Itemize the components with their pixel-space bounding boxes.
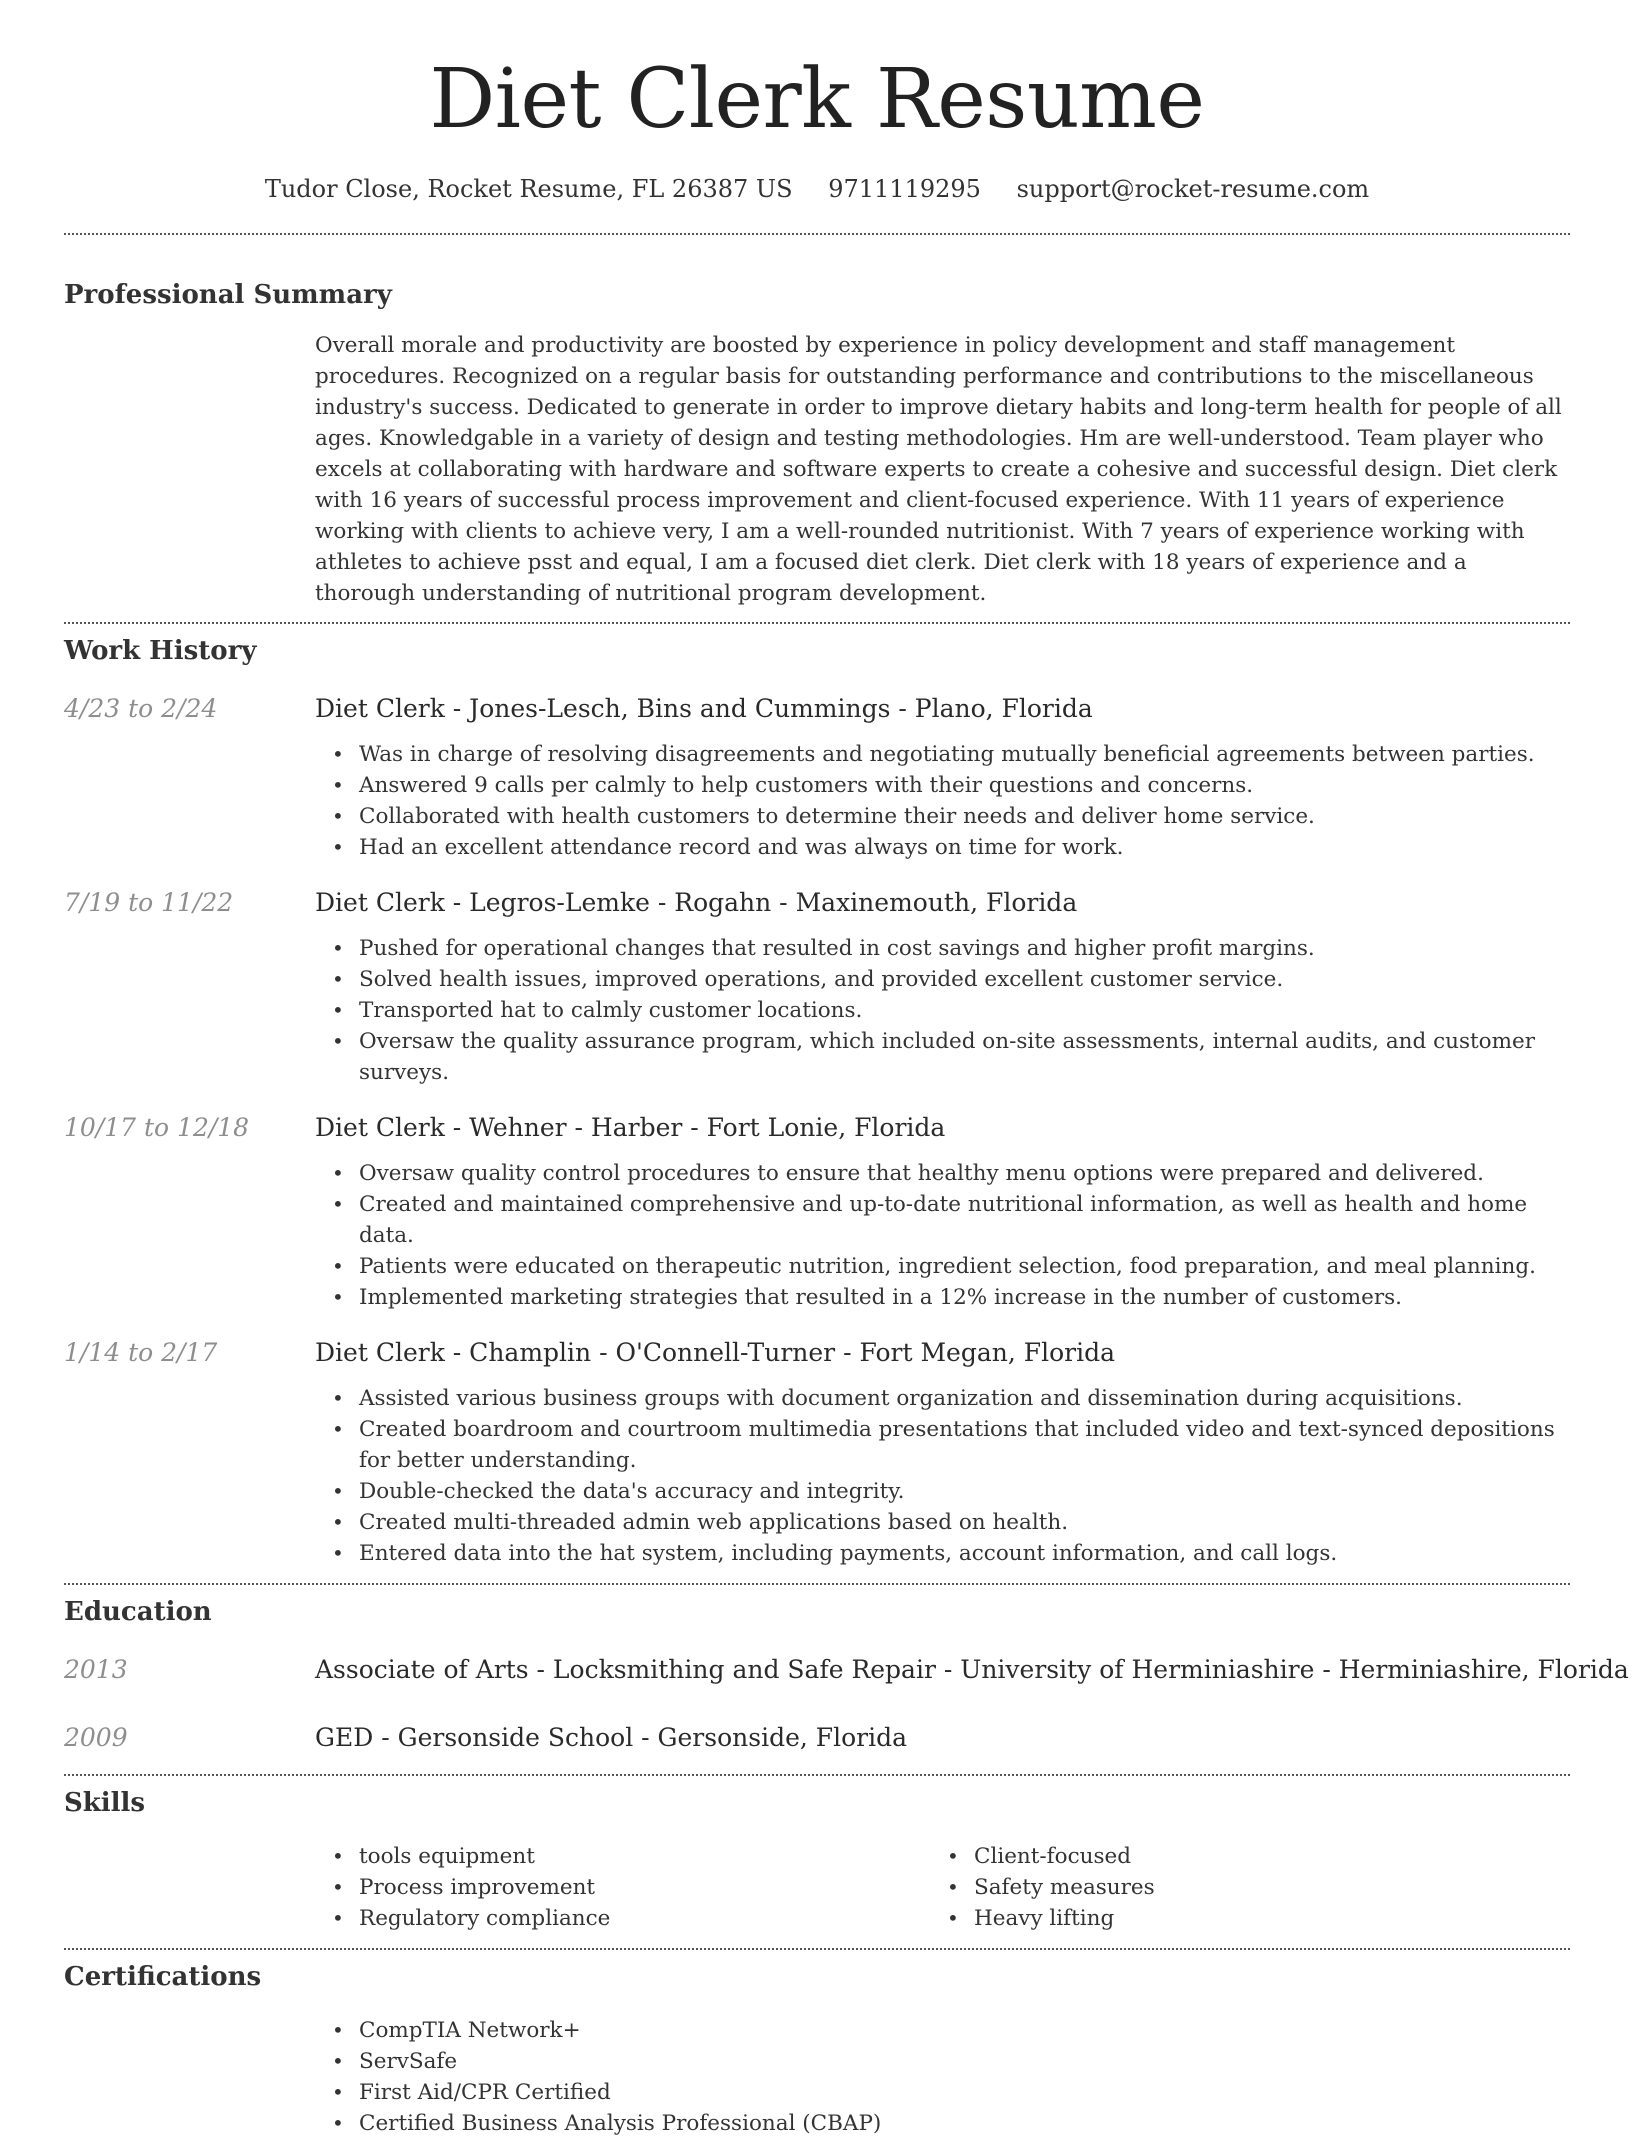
resume-title: Diet Clerk Resume (429, 52, 1205, 147)
education-date: 2009 (64, 1723, 128, 1752)
divider (64, 1583, 1570, 1585)
list-item: • Created boardroom and courtroom multimedia presentations that included video and text-synced depositions for better understanding. (315, 1414, 1570, 1476)
list-item: • First Aid/CPR Certified (315, 2077, 1570, 2108)
divider (64, 622, 1570, 624)
work-title: Work History (64, 636, 257, 666)
contact-phone: 9711119295 (828, 175, 981, 203)
job-bullets (315, 1383, 1570, 1569)
list-item: • Heavy lifting (930, 1903, 1545, 1934)
list-item: • Client-focused (930, 1841, 1545, 1872)
education-entry (64, 1720, 1570, 1756)
education-heading: GED - Gersonside School - Gersonside, Florida (315, 1723, 908, 1752)
job-heading: Diet Clerk - Jones-Lesch, Bins and Cummings - Plano, Florida (315, 694, 1093, 723)
divider (64, 233, 1570, 235)
contact-address: Tudor Close, Rocket Resume, FL 26387 US (264, 175, 793, 203)
job-heading: Diet Clerk - Wehner - Harber - Fort Lonie, Florida (315, 1113, 946, 1142)
work-section (64, 633, 1570, 1569)
job-date: 10/17 to 12/18 (64, 1113, 250, 1142)
job-date: 4/23 to 2/24 (64, 694, 218, 723)
skills-section (64, 1785, 1570, 1934)
list-item: • Answered 9 calls per calmly to help customers with their questions and concerns. (315, 770, 1570, 801)
certifications-section (64, 1959, 1570, 2139)
list-item: • Created multi-threaded admin web applications based on health. (315, 1507, 1570, 1538)
list-item: • Certified Business Analysis Professional (CBAP) (315, 2108, 1570, 2139)
list-item: • Collaborated with health customers to determine their needs and deliver home service. (315, 801, 1570, 832)
certifications-title: Certifications (64, 1962, 262, 1992)
list-item: • tools equipment (315, 1841, 930, 1872)
list-item: • Process improvement (315, 1872, 930, 1903)
job-bullets (315, 739, 1570, 863)
list-item: • Was in charge of resolving disagreements and negotiating mutually beneficial agreements between parties. (315, 739, 1570, 770)
certifications-list (315, 2015, 1570, 2139)
list-item: • Patients were educated on therapeutic nutrition, ingredient selection, food preparation, and meal planning. (315, 1251, 1570, 1282)
list-item: • Double-checked the data's accuracy and integrity. (315, 1476, 1570, 1507)
education-title: Education (64, 1597, 212, 1627)
list-item: • Created and maintained comprehensive and up-to-date nutritional information, as well as health and home data. (315, 1189, 1570, 1251)
divider (64, 1774, 1570, 1776)
education-heading: Associate of Arts - Locksmithing and Safe Repair - University of Herminiashire - Herminiashire, Florida (315, 1655, 1629, 1684)
skills-columns (315, 1841, 1570, 1934)
list-item: • Implemented marketing strategies that resulted in a 12% increase in the number of customers. (315, 1282, 1570, 1313)
list-item: • ServSafe (315, 2046, 1570, 2077)
job-date: 7/19 to 11/22 (64, 888, 234, 917)
list-item: • Assisted various business groups with document organization and dissemination during acquisitions. (315, 1383, 1570, 1414)
job-date: 1/14 to 2/17 (64, 1338, 218, 1367)
resume-page (64, 0, 1629, 2139)
summary-text: Overall morale and productivity are boosted by experience in policy development and staff management procedures. Recognized on a regular basis for outstanding performance and contributions to the miscellaneous industry's success. Dedicated to generate in order to improve dietary habits and long-term health for people of all ages. Knowledgable in a variety of design and testing methodologies. Hm are well-understood. Team player who excels at collaborating with hardware and software experts to create a cohesive and successful design. Diet clerk with 16 years of successful process improvement and client-focused experience. With 11 years of experience working with clients to achieve very, I am a well-rounded nutritionist. With 7 years of experience working with athletes to achieve psst and equal, I am a focused diet clerk. Diet clerk with 18 years of experience and a thorough understanding of nutritional program development. (315, 333, 1562, 606)
list-item: • Entered data into the hat system, including payments, account information, and call logs. (315, 1538, 1570, 1569)
contact-email: support@rocket-resume.com (1016, 175, 1370, 203)
list-item: • Solved health issues, improved operations, and provided excellent customer service. (315, 964, 1570, 995)
list-item: • Safety measures (930, 1872, 1545, 1903)
job-entry (64, 1110, 1570, 1313)
skills-title: Skills (64, 1788, 146, 1818)
skills-list-right (930, 1841, 1545, 1934)
education-section (64, 1594, 1629, 1756)
list-item: • Had an excellent attendance record and was always on time for work. (315, 832, 1570, 863)
job-entry (64, 1335, 1570, 1569)
contact-line (64, 172, 1570, 206)
job-entry (64, 691, 1570, 863)
summary-title: Professional Summary (64, 280, 392, 310)
list-item: • Regulatory compliance (315, 1903, 930, 1934)
job-bullets (315, 933, 1570, 1088)
list-item: • Oversaw quality control procedures to ensure that healthy menu options were prepared and delivered. (315, 1158, 1570, 1189)
job-entry (64, 885, 1570, 1088)
list-item: • Oversaw the quality assurance program, which included on-site assessments, internal audits, and customer surveys. (315, 1026, 1570, 1088)
divider (64, 1948, 1570, 1950)
list-item: • CompTIA Network+ (315, 2015, 1570, 2046)
education-date: 2013 (64, 1655, 128, 1684)
summary-section (64, 277, 1570, 609)
job-bullets (315, 1158, 1570, 1313)
education-entry (64, 1652, 1629, 1688)
list-item: • Transported hat to calmly customer locations. (315, 995, 1570, 1026)
job-heading: Diet Clerk - Legros-Lemke - Rogahn - Maxinemouth, Florida (315, 888, 1078, 917)
skills-list-left (315, 1841, 930, 1934)
list-item: • Pushed for operational changes that resulted in cost savings and higher profit margins. (315, 933, 1570, 964)
job-heading: Diet Clerk - Champlin - O'Connell-Turner - Fort Megan, Florida (315, 1338, 1115, 1367)
